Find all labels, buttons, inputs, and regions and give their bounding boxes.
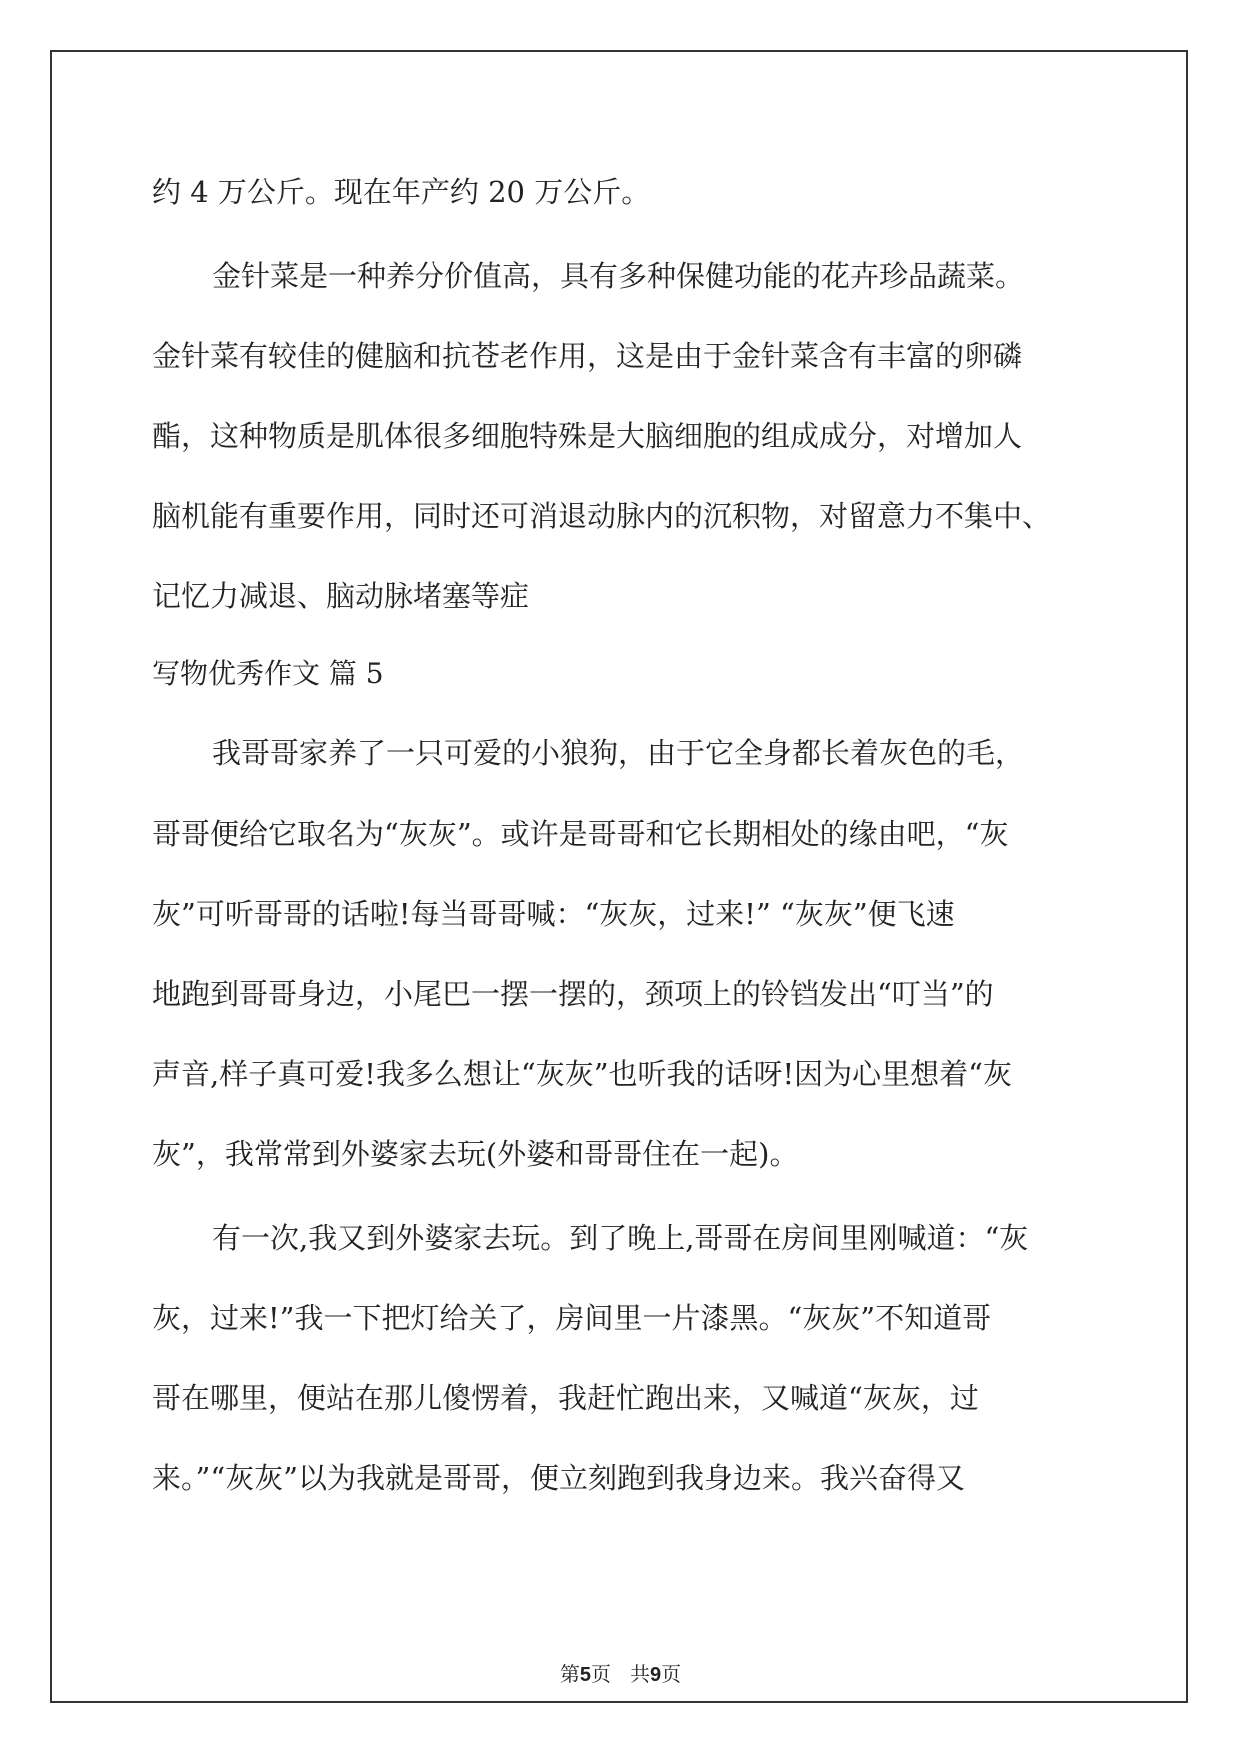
paragraph-first-line: 有一次,我又到外婆家去玩。到了晚上,哥哥在房间里刚喊道：“灰 [212,1221,1029,1255]
body-line: 灰”，我常常到外婆家去玩(外婆和哥哥住在一起)。 [152,1137,799,1171]
footer-total-label: 页 [661,1662,682,1686]
page-border [50,50,1188,1703]
body-line: 约 4 万公斤。现在年产约 20 万公斤。 [152,175,651,209]
body-line: 记忆力减退、脑动脉堵塞等症 [152,579,530,613]
body-line: 灰，过来!”我一下把灯给关了，房间里一片漆黑。“灰灰”不知道哥 [152,1301,992,1335]
body-line: 地跑到哥哥身边，小尾巴一摆一摆的，颈项上的铃铛发出“叮当”的 [152,977,994,1011]
body-line: 脑机能有重要作用，同时还可消退动脉内的沉积物，对留意力不集中、 [152,499,1052,533]
current-page-number: 5 [579,1664,591,1686]
body-line: 金针菜有较佳的健脑和抗苍老作用，这是由于金针菜含有丰富的卵磷 [152,339,1023,373]
footer-page-label: 页 [590,1662,611,1686]
body-line: 酯，这种物质是肌体很多细胞特殊是大脑细胞的组成成分，对增加人 [152,419,1023,453]
paragraph-first-line: 金针菜是一种养分价值高，具有多种保健功能的花卉珍品蔬菜。 [212,259,1025,293]
footer-prefix: 第 [559,1662,580,1686]
body-line: 哥哥便给它取名为“灰灰”。或许是哥哥和它长期相处的缘由吧，“灰 [152,817,1009,851]
paragraph-first-line: 我哥哥家养了一只可爱的小狼狗，由于它全身都长着灰色的毛， [212,736,1025,770]
section-heading: 写物优秀作文 篇 5 [152,657,384,690]
total-pages-number: 9 [650,1664,662,1686]
body-line: 哥在哪里，便站在那儿傻愣着，我赶忙跑出来，又喊道“灰灰，过 [152,1381,979,1415]
body-line: 来。”“灰灰”以为我就是哥哥，便立刻跑到我身边来。我兴奋得又 [152,1461,965,1495]
body-line: 声音,样子真可爱!我多么想让“灰灰”也听我的话呀!因为心里想着“灰 [152,1057,1013,1091]
footer-total-prefix: 共 [630,1662,651,1686]
body-line: 灰”可听哥哥的话啦!每当哥哥喊：“灰灰，过来!” “灰灰”便飞速 [152,897,955,931]
page-footer [0,1658,1241,1687]
